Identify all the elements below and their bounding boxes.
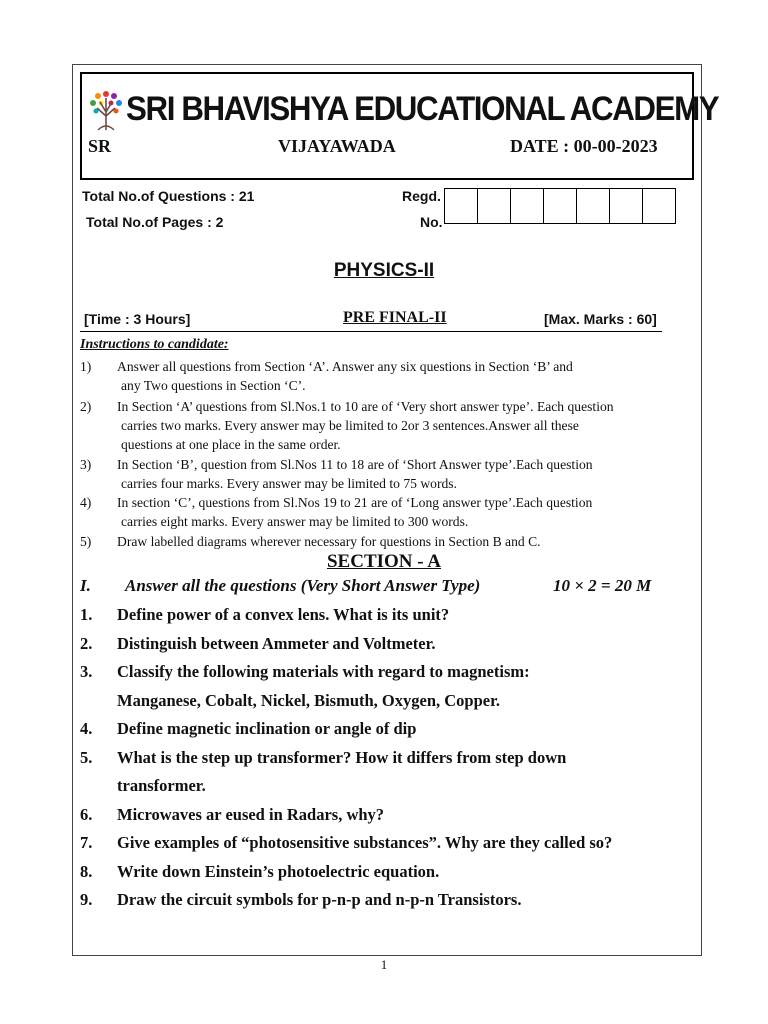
instruction-item: [80, 357, 692, 395]
instruction-item: [80, 493, 692, 531]
academy-name: SRI BHAVISHYA EDUCATIONAL ACADEMY: [126, 90, 719, 128]
instruction-line: Draw labelled diagrams wherever necessary for questions in Section B and C.: [117, 534, 541, 549]
city: VIJAYAWADA: [278, 136, 396, 156]
section-title: SECTION - A: [326, 551, 442, 572]
regd-digit-box[interactable]: [478, 189, 511, 223]
instructions-title: Instructions to candidate:: [80, 337, 229, 352]
max-marks: [Max. Marks : 60]: [544, 311, 657, 327]
regd-digit-box[interactable]: [577, 189, 610, 223]
instruction-item: [80, 532, 692, 551]
instruction-line: carries two marks. Every answer may be limited to 2or 3 sentences.Answer all these: [121, 418, 579, 433]
regd-digit-box[interactable]: [610, 189, 643, 223]
page-number: 1: [380, 957, 388, 972]
instruction-number: 5): [80, 534, 92, 549]
tree-logo-icon: [88, 86, 124, 132]
instruction-number: 2): [80, 399, 92, 414]
regd-label: Regd.: [402, 188, 441, 204]
instruction-item: [80, 397, 692, 454]
section-instruction: Answer all the questions (Very Short Answer Type): [125, 576, 481, 595]
total-questions: Total No.of Questions : 21: [82, 188, 255, 204]
instruction-line: carries eight marks. Every answer may be limited to 300 words.: [121, 514, 469, 529]
registration-number-boxes: [444, 188, 676, 224]
regd-digit-box[interactable]: [643, 189, 676, 223]
instruction-line: Answer all questions from Section ‘A’. Answer any six questions in Section ‘B’ and: [117, 359, 573, 374]
total-pages: Total No.of Pages : 2: [86, 214, 224, 230]
exam-time: [Time : 3 Hours]: [84, 311, 191, 327]
instruction-line: In Section ‘A’ questions from Sl.Nos.1 to 10 are of ‘Very short answer type’. Each question: [117, 399, 614, 414]
instruction-line: questions at one place in the same order.: [121, 437, 341, 452]
subject-title: PHYSICS-II: [333, 260, 435, 281]
regd-digit-box[interactable]: [511, 189, 544, 223]
instruction-line: In section ‘C’, questions from Sl.Nos 19 to 21 are of ‘Long answer type’.Each question: [117, 495, 593, 510]
instruction-line: any Two questions in Section ‘C’.: [121, 378, 306, 393]
section-marks: 10 × 2 = 20 M: [553, 576, 652, 595]
class-code: SR: [88, 136, 112, 156]
regd-digit-box[interactable]: [445, 189, 478, 223]
regd-digit-box[interactable]: [544, 189, 577, 223]
instruction-number: 1): [80, 359, 92, 374]
instruction-number: 3): [80, 457, 92, 472]
roman-numeral: I.: [80, 576, 91, 595]
exam-name: PRE FINAL-II: [343, 309, 447, 326]
regd-no-label: No.: [420, 214, 443, 230]
divider: [80, 331, 662, 332]
section-heading: [80, 576, 652, 596]
instruction-number: 4): [80, 495, 92, 510]
exam-date: DATE : 00-00-2023: [510, 136, 658, 156]
instruction-line: carries four marks. Every answer may be limited to 75 words.: [121, 476, 457, 491]
instruction-item: [80, 455, 692, 493]
instruction-line: In Section ‘B’, question from Sl.Nos 11 to 18 are of ‘Short Answer type’.Each question: [117, 457, 593, 472]
